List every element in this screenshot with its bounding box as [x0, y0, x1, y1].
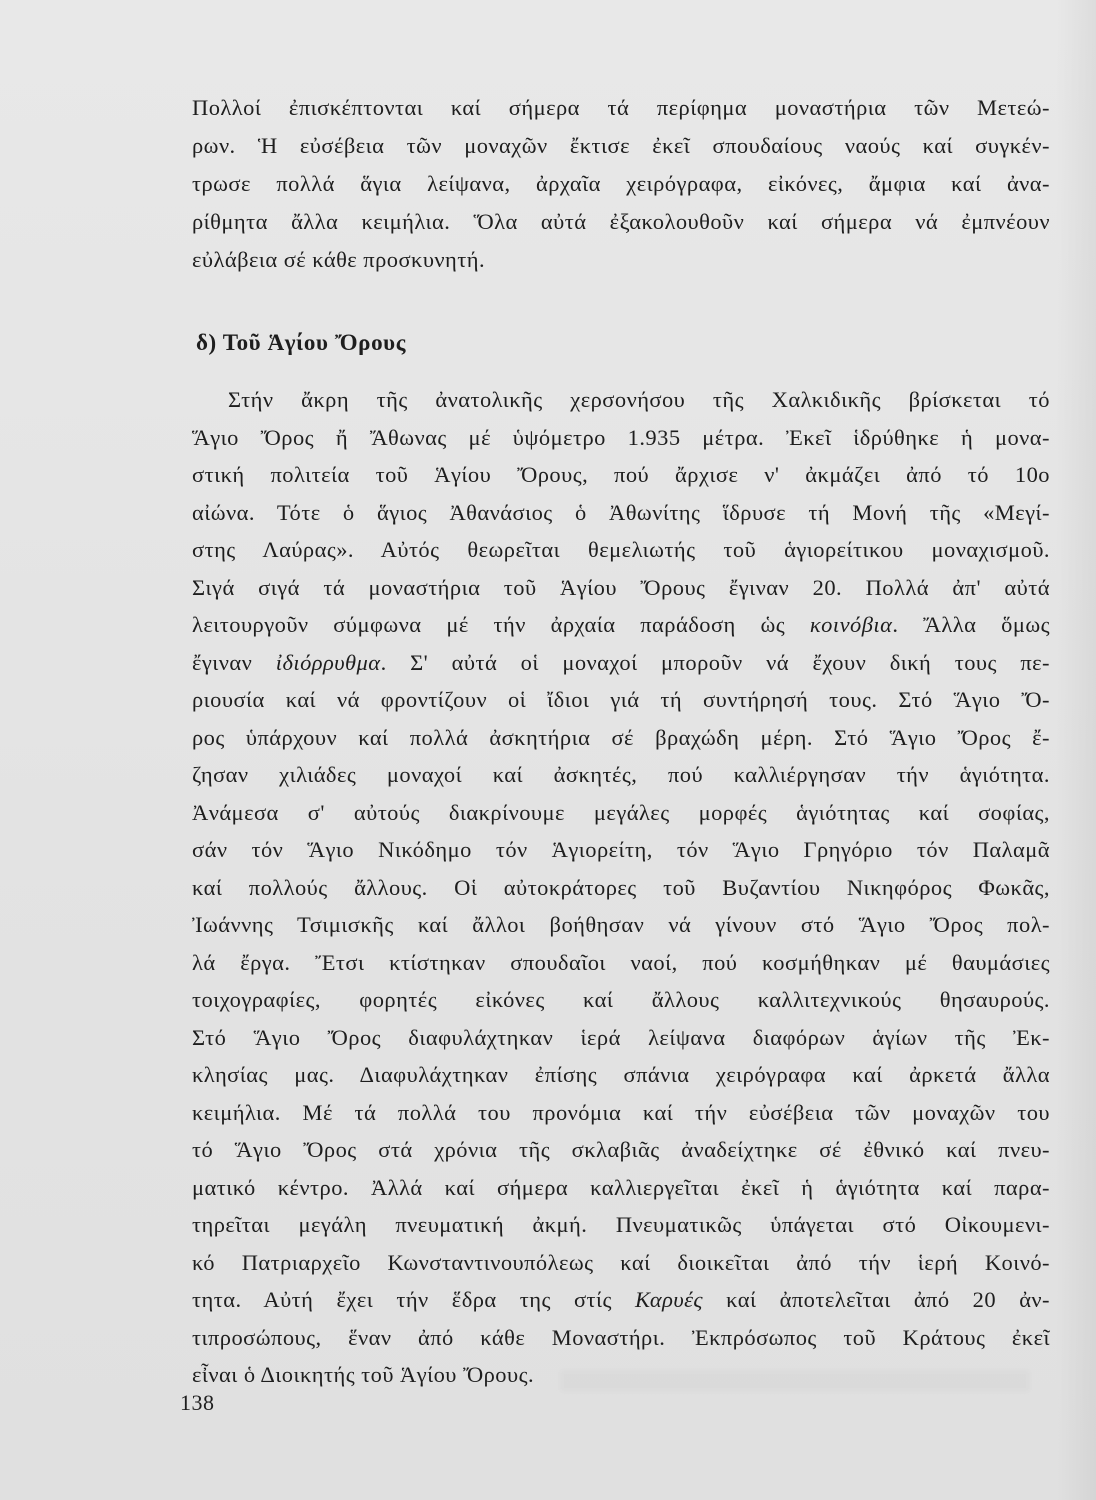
- body-line: τητα. Αὐτή ἔχει τήν ἕδρα της στίς Καρυές καί ἀποτελεῖται ἀπό 20 ἀν-: [192, 1287, 1051, 1312]
- body-line: Στήν ἄκρη τῆς ἀνατολικῆς χερσονήσου τῆς Χαλκιδικῆς βρίσκεται τό: [228, 387, 1050, 412]
- body-line: στική πολιτεία τοῦ Ἁγίου Ὄρους, πού ἄρχισε ν' ἀκμάζει ἀπό τό 10ο: [192, 462, 1050, 487]
- body-line: ζησαν χιλιάδες μοναχοί καί ἀσκητές, πού καλλιέργησαν τήν ἁγιότητα.: [192, 762, 1050, 787]
- body-line: τό Ἅγιο Ὄρος στά χρόνια τῆς σκλαβιᾶς ἀναδείχτηκε σέ ἐθνικό καί πνευ-: [192, 1137, 1050, 1162]
- body-line: καί πολλούς ἄλλους. Οἱ αὐτοκράτορες τοῦ Βυζαντίου Νικηφόρος Φωκᾶς,: [192, 874, 1050, 900]
- body-line: τιπροσώπους, ἕναν ἀπό κάθε Μοναστήρι. Ἐκπρόσωπος τοῦ Κράτους ἐκεῖ: [192, 1324, 1050, 1350]
- intro-line: τρωσε πολλά ἅγια λείψανα, ἀρχαῖα χειρόγραφα, εἰκόνες, ἄμφια καί ἀνα-: [192, 171, 1050, 196]
- body-line: τοιχογραφίες, φορητές εἰκόνες καί ἄλλους καλλιτεχνικούς θησαυρούς.: [192, 987, 1050, 1012]
- body-line: λά ἔργα. Ἔτσι κτίστηκαν σπουδαῖοι ναοί, πού κοσμήθηκαν μέ θαυμάσιες: [192, 949, 1050, 975]
- body-line: στης Λαύρας». Αὐτός θεωρεῖται θεμελιωτής τοῦ ἁγιορείτικου μοναχισμοῦ.: [192, 537, 1050, 562]
- body-line: Ἰωάννης Τσιμισκῆς καί ἄλλοι βοήθησαν νά γίνουν στό Ἅγιο Ὄρος πολ-: [192, 912, 1050, 937]
- intro-line: ρίθμητα ἄλλα κειμήλια. Ὅλα αὐτά ἐξακολουθοῦν καί σήμερα νά ἐμπνέουν: [192, 209, 1050, 234]
- page-number: 138: [180, 1390, 215, 1415]
- body-line: Ἀνάμεσα σ' αὐτούς διακρίνουμε μεγάλες μορφές ἁγιότητας καί σοφίας,: [192, 799, 1050, 825]
- emphasis-word: κοινόβια: [809, 612, 893, 637]
- body-line: ριουσία καί νά φροντίζουν οἱ ἴδιοι γιά τή συντήρησή τους. Στό Ἅγιο Ὄ-: [192, 687, 1050, 712]
- body-line: Ἅγιο Ὄρος ἤ Ἄθωνας μέ ὑψόμετρο 1.935 μέτρα. Ἐκεῖ ἱδρύθηκε ἡ μονα-: [192, 424, 1050, 450]
- intro-line: ρων. Ἡ εὐσέβεια τῶν μοναχῶν ἔκτισε ἐκεῖ σπουδαίους ναούς καί συγκέν-: [192, 133, 1050, 158]
- section-heading: δ) Τοῦ Ἁγίου Ὄρους: [196, 330, 407, 355]
- body-line: αἰώνα. Τότε ὁ ἅγιος Ἀθανάσιος ὁ Ἀθωνίτης ἵδρυσε τή Μονή τῆς «Μεγί-: [192, 499, 1050, 525]
- body-line: σάν τόν Ἅγιο Νικόδημο τόν Ἁγιορείτη, τόν Ἅγιο Γρηγόριο τόν Παλαμᾶ: [192, 837, 1050, 862]
- body-line: λειτουργοῦν σύμφωνα μέ τήν ἀρχαία παράδοση ὡς κοινόβια. Ἄλλα ὅμως: [192, 612, 1050, 637]
- body-line: κλησίας μας. Διαφυλάχτηκαν ἐπίσης σπάνια χειρόγραφα καί ἀρκετά ἄλλα: [192, 1062, 1050, 1087]
- intro-line: εὐλάβεια σέ κάθε προσκυνητή.: [192, 247, 486, 272]
- page-edge-shadow: [1056, 0, 1096, 1500]
- body-line: ρος ὑπάρχουν καί πολλά ἀσκητήρια σέ βραχώδη μέρη. Στό Ἅγιο Ὄρος ἔ-: [192, 724, 1050, 750]
- body-line: Στό Ἅγιο Ὄρος διαφυλάχτηκαν ἱερά λείψανα διαφόρων ἁγίων τῆς Ἐκ-: [192, 1024, 1050, 1050]
- body-line: ματικό κέντρο. Ἀλλά καί σήμερα καλλιεργεῖται ἐκεῖ ἡ ἁγιότητα καί παρα-: [192, 1174, 1050, 1200]
- intro-line: Πολλοί ἐπισκέπτονται καί σήμερα τά περίφημα μοναστήρια τῶν Μετεώ-: [192, 95, 1050, 120]
- emphasis-word: ἰδιόρρυθμα: [275, 649, 381, 675]
- body-line: ἔγιναν ἰδιόρρυθμα. Σ' αὐτά οἱ μοναχοί μποροῦν νά ἔχουν δική τους πε-: [192, 649, 1050, 675]
- bleed-through-smudge: [560, 1370, 1030, 1392]
- emphasis-word: Καρυές: [635, 1287, 704, 1312]
- body-line: τηρεῖται μεγάλη πνευματική ἀκμή. Πνευματικῶς ὑπάγεται στό Οἰκουμενι-: [192, 1212, 1050, 1237]
- body-line: κό Πατριαρχεῖο Κωνσταντινουπόλεως καί διοικεῖται ἀπό τήν ἱερή Κοινό-: [192, 1249, 1050, 1275]
- body-line: κειμήλια. Μέ τά πολλά του προνόμια καί τήν εὐσέβεια τῶν μοναχῶν του: [192, 1099, 1050, 1125]
- body-line: εἶναι ὁ Διοικητής τοῦ Ἁγίου Ὄρους.: [192, 1362, 535, 1387]
- body-line: Σιγά σιγά τά μοναστήρια τοῦ Ἁγίου Ὄρους ἔγιναν 20. Πολλά ἀπ' αὐτά: [192, 574, 1050, 600]
